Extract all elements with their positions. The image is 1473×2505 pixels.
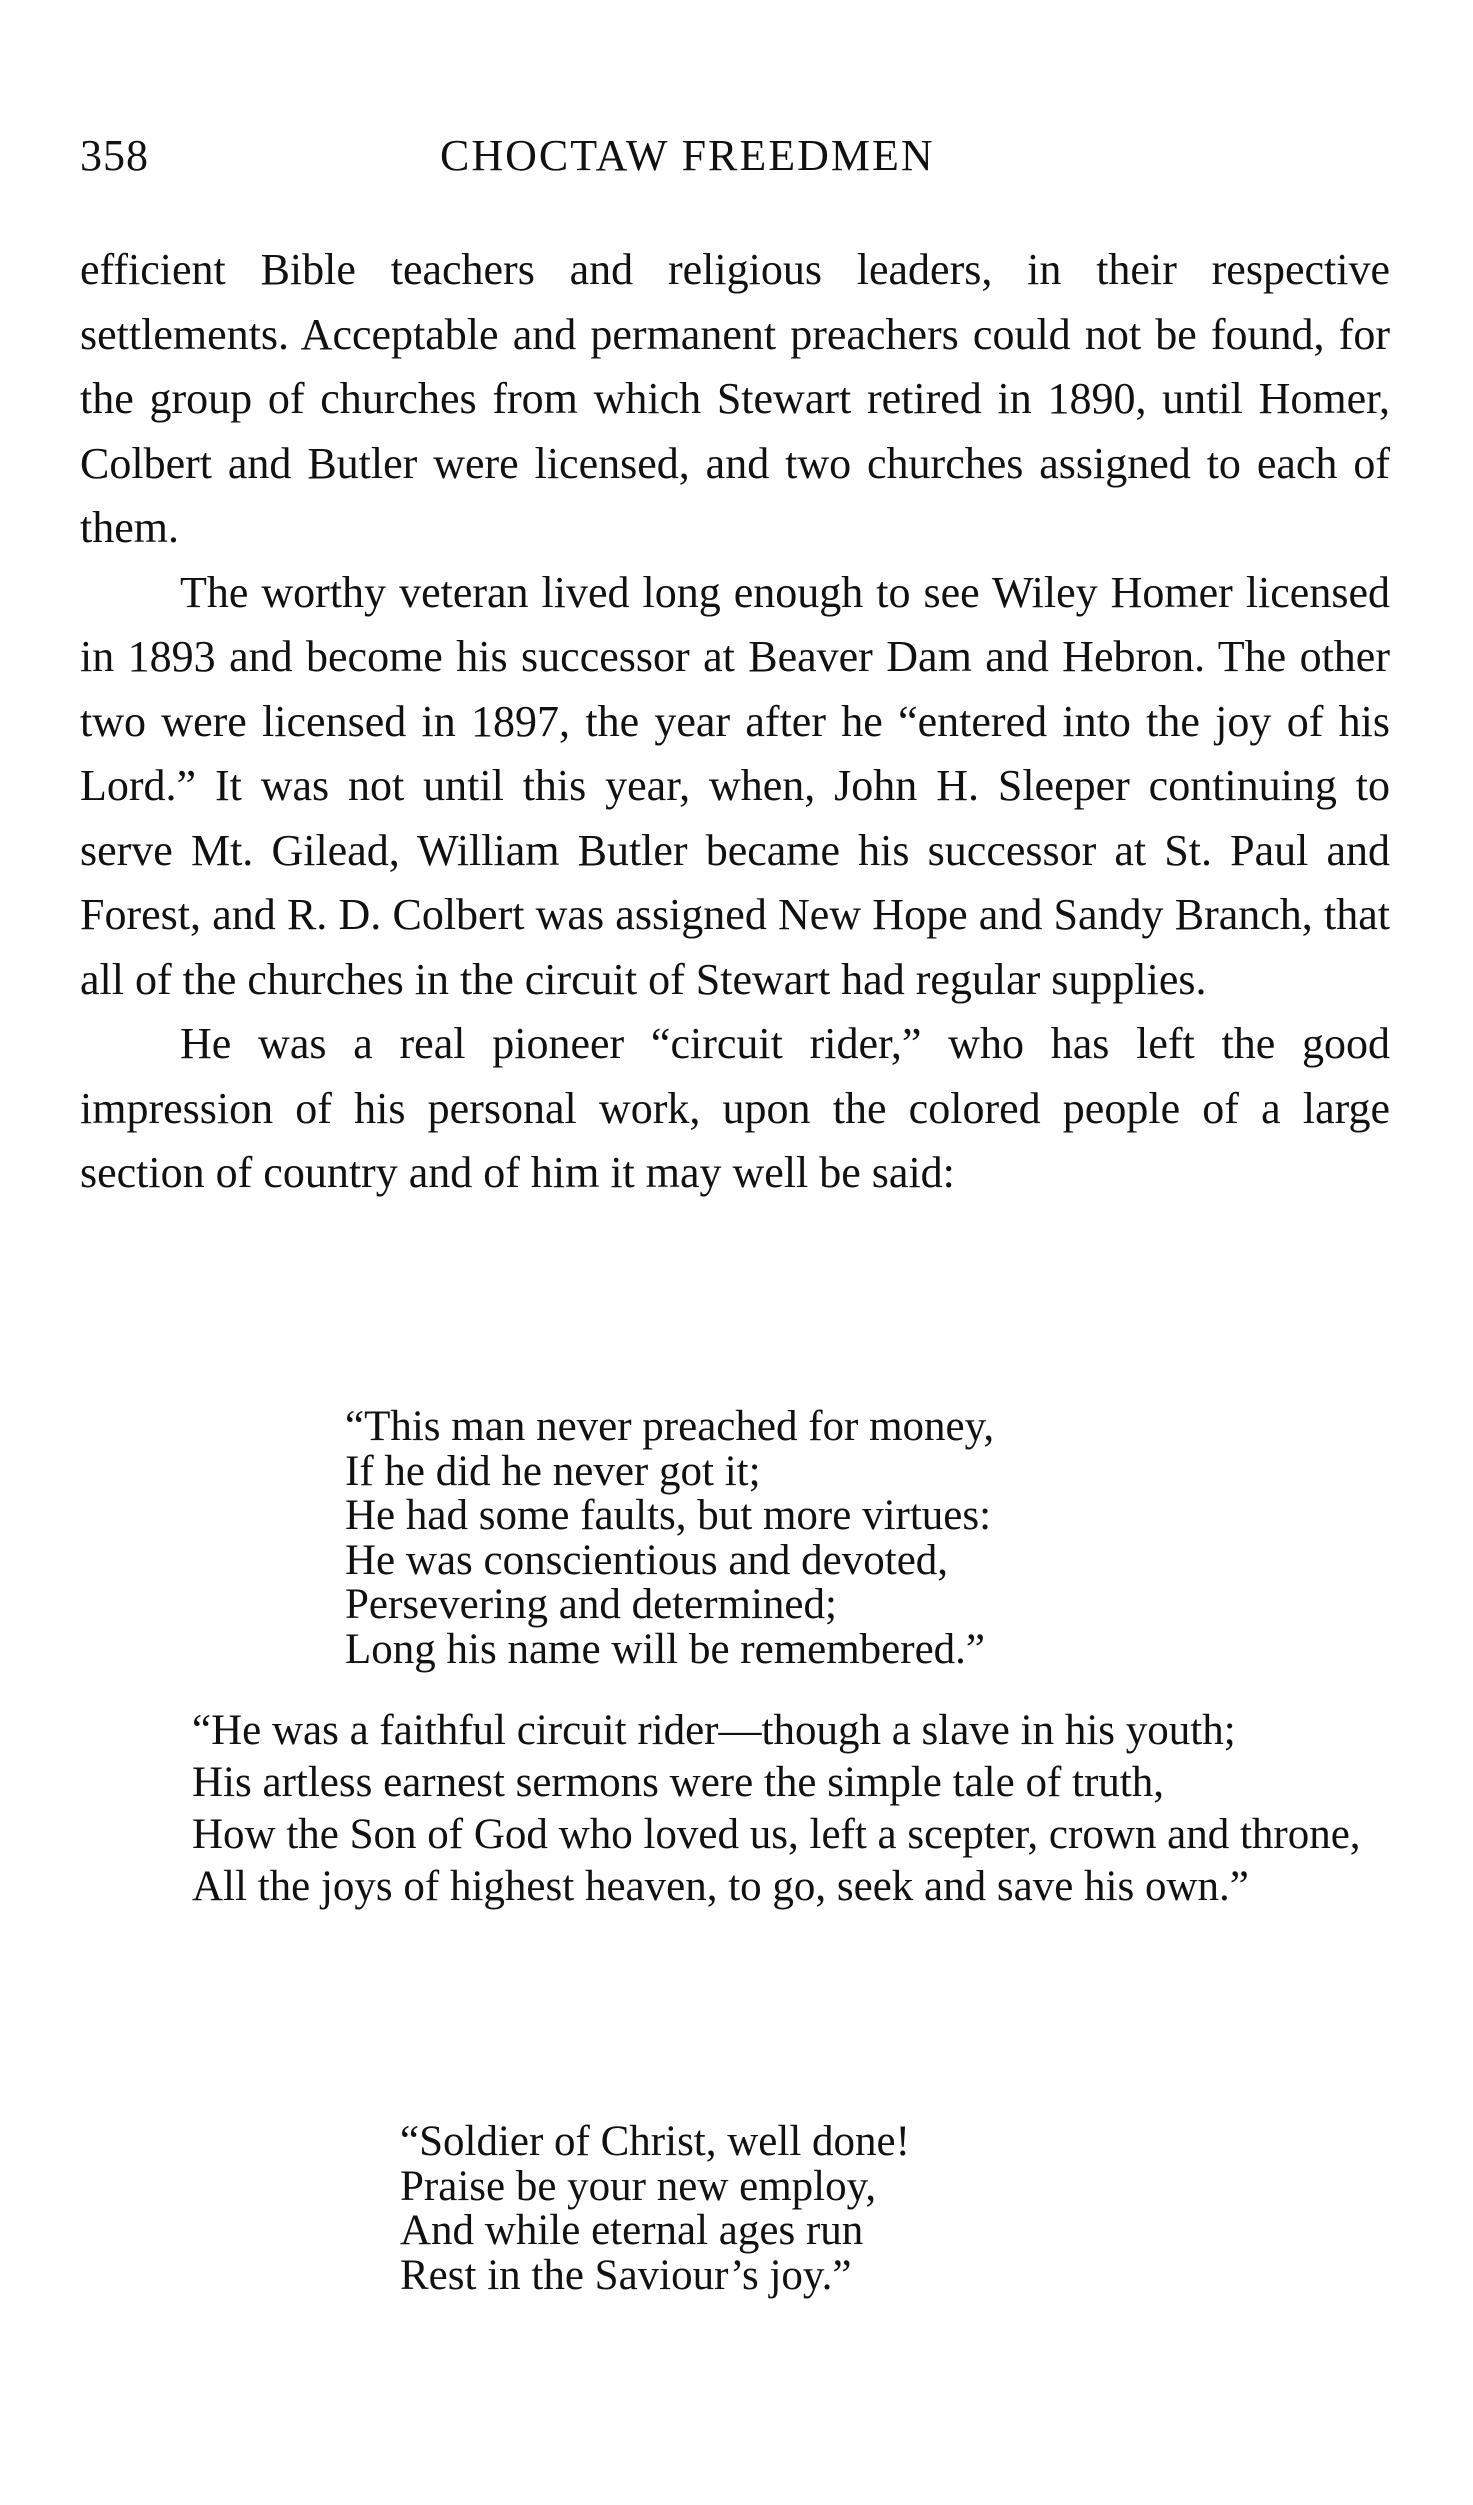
poem-soldier [400,2120,910,2298]
poem-line: “Soldier of Christ, well done! [400,2118,910,2165]
paragraph-pioneer: He was a real pioneer “circuit rider,” who has left the good impression of his personal work, upon the colored people of a large section of country and of him it may well be said: [80,1019,1390,1197]
poem-line: Persevering and determined; [345,1581,837,1628]
poem-circuit-rider [80,1708,1400,1916]
poem-line: He was conscientious and devoted, [345,1536,949,1584]
poem-couplet: All the joys of highest heaven, to go, seek and save his own.” [192,1863,1249,1910]
poem-line: Long his name will be remembered.” [345,1625,986,1673]
body-text [80,238,1390,1206]
page-number: 358 [80,131,149,180]
poem-couplet: “He was a faithful circuit rider—though a slave in his youth; [192,1707,1236,1754]
paragraph-veteran: The worthy veteran lived long enough to see Wiley Homer licensed in 1893 and become his successor at Beaver Dam and Hebron. The other two were licensed in 1897, the year after he “entered into the joy of his Lord.” It was not until this year, when, John H. Sleeper continuing to serve Mt. Gilead, William Butler became his successor at St. Paul and Forest, and R. D. Colbert was assigned New Hope and Sandy Branch, that all of the churches in the circuit of Stewart had regular supplies. [80,567,1390,1004]
running-title: CHOCTAW FREEDMEN [440,131,935,180]
poem-line: He had some faults, but more virtues: [345,1492,992,1539]
poem-line: And while eternal ages run [400,2207,864,2254]
poem-couplet: His artless earnest sermons were the simple tale of truth, [192,1759,1164,1806]
poem-line: “This man never preached for money, [345,1403,995,1450]
paragraph-continuation: efficient Bible teachers and religious leaders, in their respective settlements. Acceptable and permanent preachers could not be found, for the group of churches from which Stewart retired in 1890, until Homer, Colbert and Butler were licensed, and two churches assigned to each of them. [80,245,1390,552]
poem-line: Praise be your new employ, [400,2162,877,2210]
poem-line: If he did he never got it; [345,1447,761,1495]
page-header [80,130,1390,200]
poem-couplet: How the Son of God who loved us, left a scepter, crown and throne, [192,1811,1361,1858]
poem-money [345,1405,994,1672]
poem-line: Rest in the Saviour’s joy.” [400,2251,852,2299]
